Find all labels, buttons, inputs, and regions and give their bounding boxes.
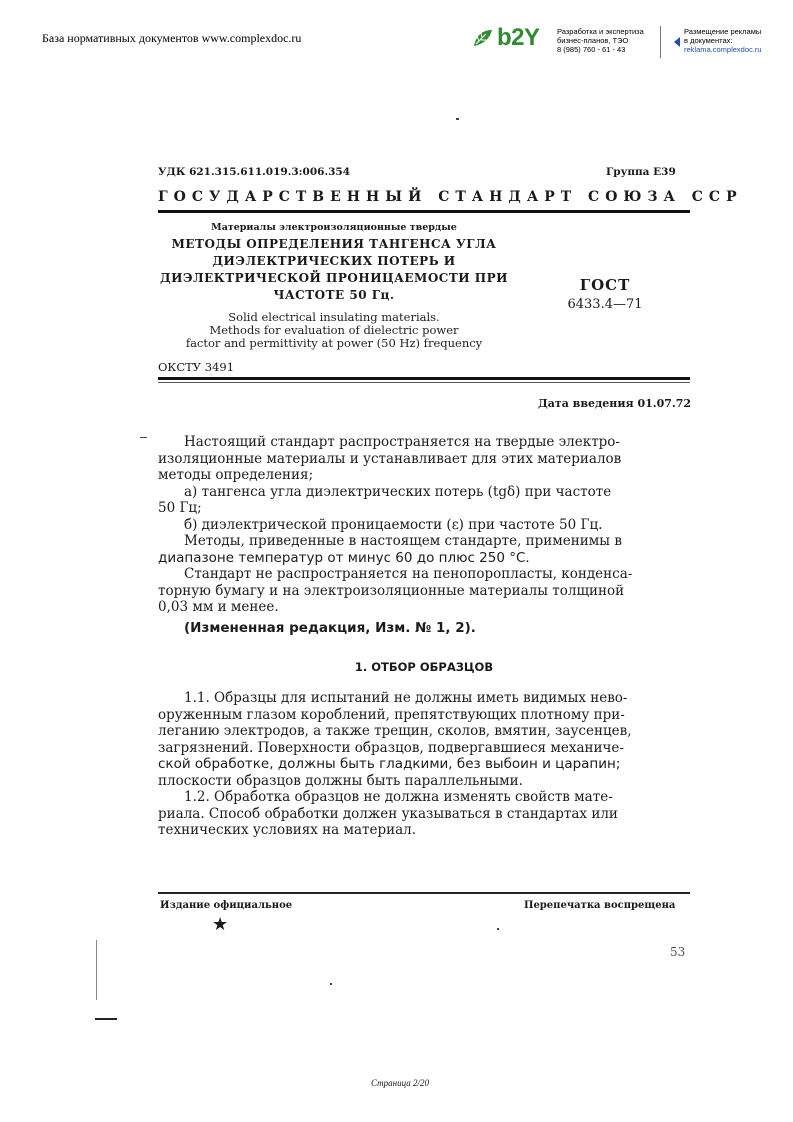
english-title-line: Methods for evaluation of dielectric power [209, 323, 459, 337]
text-line: 1.1. Образцы для испытаний не должны иметь видимых нево- [184, 690, 628, 706]
section-text [158, 690, 690, 839]
ad-line: в документах: [684, 36, 733, 45]
mid-rule-thin [158, 382, 690, 383]
text-line: 1.2. Обработка образцов не должна изменять свойств мате- [184, 789, 613, 805]
ad-line: Размещение рекламы [684, 27, 762, 36]
arrow-left-icon [674, 37, 680, 47]
intro-date: Дата введения 01.07.72 [538, 397, 692, 410]
scan-speck [95, 1018, 117, 1020]
ad-divider [660, 26, 661, 58]
text-line: оруженным глазом короблений, препятствующих плотному при- [158, 706, 625, 723]
official-edition: Издание официальное [160, 900, 293, 911]
scan-page-number: 53 [670, 945, 686, 959]
scan-speck [330, 983, 332, 985]
ad-business-plans[interactable] [557, 27, 644, 54]
text-line: плоскости образцов должны быть параллельными. [158, 772, 523, 789]
text-line: диапазоне температур от минус 60 до плюс 250 °С. [158, 549, 530, 566]
text-line: 0,03 мм и менее. [158, 599, 279, 615]
ad-link[interactable]: reklama.complexdoc.ru [684, 45, 762, 54]
page-footer: Страница 2/20 [371, 1078, 429, 1088]
text-line: риала. Способ обработки должен указываться в стандартах или [158, 805, 618, 822]
text-line: леганию электродов, а также трещин, сколов, вмятин, заусенцев, [158, 723, 632, 739]
text-line: технических условиях на материал. [158, 822, 417, 838]
section-heading: 1. ОТБОР ОБРАЗЦОВ [354, 660, 494, 674]
text-line: изоляционные материалы и устанавливает для этих материалов [158, 450, 622, 467]
leaf-icon [472, 28, 494, 48]
text-line: а) тангенса угла диэлектрических потерь (tgδ) при частоте [184, 483, 612, 500]
doc-title-line: ЧАСТОТЕ 50 Гц. [273, 288, 395, 302]
doc-title-line: ДИЭЛЕКТРИЧЕСКОЙ ПРОНИЦАЕМОСТИ ПРИ [160, 271, 508, 285]
english-title-line: Solid electrical insulating materials. [228, 310, 440, 324]
text-line: загрязнений. Поверхности образцов, подвергавшиеся механиче- [158, 739, 624, 756]
udk-code: УДК 621.315.611.019.3:006.354 [158, 166, 351, 178]
text-line: методы определения; [158, 467, 314, 483]
top-rule [158, 210, 690, 213]
b2y-logo[interactable] [472, 24, 540, 52]
text-line: Стандарт не распространяется на пенопоропласты, конденса- [184, 566, 633, 582]
reprint-prohibited: Перепечатка воспрещена [524, 900, 676, 911]
scan-speck [456, 118, 459, 120]
doc-subtitle: Материалы электроизоляционные твердые [211, 222, 457, 233]
mid-rule [158, 377, 690, 380]
text-line: Настоящий стандарт распространяется на твердые электро- [184, 434, 620, 450]
ad-line: Разработка и экспертиза [557, 27, 644, 36]
scan-speck [497, 928, 499, 930]
footer-rule [158, 892, 690, 894]
logo-text: b2Y [497, 24, 540, 51]
scan-speck [96, 940, 97, 1000]
amendment-note: (Измененная редакция, Изм. № 1, 2). [184, 619, 476, 636]
intro-text [158, 434, 690, 636]
site-label[interactable]: База нормативных документов www.complexdoc.ru [42, 31, 302, 45]
ad-line: бизнес-планов, ТЭО [557, 36, 629, 45]
group-code: Группа Е39 [606, 166, 676, 178]
gost-number: 6433.4—71 [567, 297, 643, 312]
text-line: ской обработке, должны быть гладкими, без выбоин и царапин; [158, 756, 621, 772]
gost-label: ГОСТ [579, 276, 631, 294]
state-standard-heading: ГОСУДАРСТВЕННЫЙ СТАНДАРТ СОЮЗА ССР [158, 189, 743, 205]
star-icon: ★ [212, 914, 229, 935]
text-line: б) диэлектрической проницаемости (ε) при частоте 50 Гц. [184, 516, 603, 533]
okstu-code: ОКСТУ 3491 [158, 360, 235, 374]
ad-line: 8 (985) 760 - 61 - 43 [557, 45, 626, 54]
gost-designation [560, 276, 650, 312]
ad-placement[interactable] [674, 27, 762, 54]
text-line: 50 Гц; [158, 500, 202, 516]
text-line: торную бумагу и на электроизоляционные материалы толщиной [158, 582, 625, 599]
title-block [160, 222, 508, 350]
text-line: Методы, приведенные в настоящем стандарте, применимы в [184, 533, 622, 549]
english-title-line: factor and permittivity at power (50 Hz) frequency [185, 336, 483, 350]
doc-title-line: МЕТОДЫ ОПРЕДЕЛЕНИЯ ТАНГЕНСА УГЛА [171, 237, 497, 251]
scan-speck [140, 437, 147, 438]
doc-title-line: ДИЭЛЕКТРИЧЕСКИХ ПОТЕРЬ И [212, 254, 456, 268]
